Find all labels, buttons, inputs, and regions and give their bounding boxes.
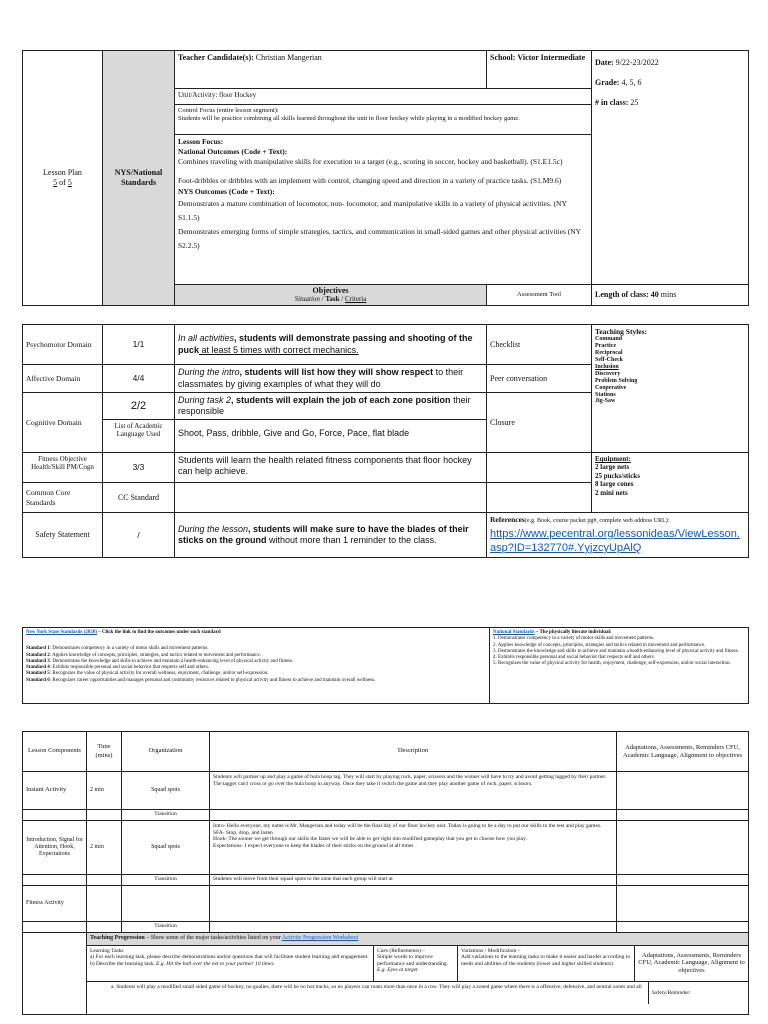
cognitive-obj-situation: During task 2 <box>178 395 232 405</box>
variations-col <box>458 946 635 981</box>
national-standard-item: 5. Recognizes the value of physical activity for health, enjoyment, challenge, self-expression, and/or social interaction. <box>493 661 731 667</box>
intro-adapt-cell <box>617 821 749 875</box>
intro-desc-intro: Intro- Hello everyone, my name is Mr. Mangerian and today will be the final day of our floor hockey unit. Today is going to be a day to put our skills to the test and play games. <box>213 823 602 829</box>
lesson-focus-label: Lesson Focus: <box>178 137 224 146</box>
safety-reminder-label: Safety/Reminder: <box>652 989 691 996</box>
equipment-item: 25 pucks/sticks <box>595 471 640 480</box>
nys-standards-header-text: – Click the link to find the outcomes under each standard <box>96 630 221 635</box>
transition-2-adapt <box>617 875 749 886</box>
nys-standard-label: Standard 4 <box>26 665 50 670</box>
learning-tasks-col <box>87 946 374 981</box>
style-item: Reciprocal <box>595 350 623 357</box>
style-item: Discovery <box>595 370 621 377</box>
affective-tool: Peer conversation <box>490 373 548 383</box>
national-standard-item: 3. Demonstrates the knowledge and skills to achieve and maintain a health-enhancing level of physical activity and fitness. <box>493 648 739 654</box>
col-org <box>122 732 210 772</box>
lesson-plan-cell <box>23 51 103 306</box>
intro-desc-cell <box>210 821 617 875</box>
transition-3-comp <box>23 922 87 933</box>
affective-obj-task: , students will list how they will show respect <box>239 367 434 378</box>
cognitive-objective <box>175 393 487 453</box>
instant-adapt-cell <box>617 772 749 810</box>
nys-standard-text: : Exhibits responsible personal and social behavior that respects self and others. <box>49 665 210 670</box>
academic-language-label: List of Academic Language Used <box>103 419 174 440</box>
equipment-list <box>595 455 745 497</box>
class-value: 25 <box>630 98 639 107</box>
instant-org: Squad spots <box>151 786 180 793</box>
progression-comp <box>23 933 87 1015</box>
safety-statement-cell <box>23 513 103 558</box>
equipment-item: 2 large nets <box>595 463 630 472</box>
control-focus-text: Students will be practice combining all skills learned throughout the unit in floor hockey while playing in a modified hockey game. <box>178 115 520 123</box>
style-item: Stations <box>595 391 616 398</box>
instant-desc: Students will partner up and play a game of hula hoop tag. They will start by playing rock, paper, scissors and the winner will have to try and avoid getting tagged by their partner. The tagger can't cross or go over the hula hoop in anyway. Once they take it switch the game and they play another game of rock, paper, scissors. <box>213 774 607 787</box>
variations-text: Add variations to the learning tasks to make it easier and harder according to needs and abilities of the students (lower and higher skilled students). <box>461 954 631 967</box>
transition-1-org <box>122 810 210 821</box>
learning-tasks-label: Learning Tasks <box>90 947 124 954</box>
school-cell <box>487 51 592 89</box>
affective-obj-criteria: to their classmates by giving examples of what they will do <box>178 367 464 389</box>
transition-3-org <box>122 922 210 933</box>
equipment-item: 8 large cones <box>595 480 634 489</box>
learning-tasks-a: a) For each learning task, please describe demonstrations and/or questions that will facilitate student learning and engagement. <box>90 954 369 961</box>
teacher-cell <box>175 51 487 89</box>
teacher-name: Christian Mangerian <box>255 53 322 62</box>
fitness-activity-cell <box>23 886 87 922</box>
fitness-tool-cell <box>487 453 592 483</box>
lesson-plan-label: Lesson Plan <box>43 168 82 178</box>
col-desc <box>210 732 617 772</box>
activity-progression-link[interactable]: Activity Progression Worksheet <box>281 935 359 941</box>
col-adapt <box>617 732 749 772</box>
psychomotor-tool: Checklist <box>490 339 521 349</box>
cognitive-domain-label: Cognitive Domain <box>26 417 82 427</box>
safety-task: , students will make sure to have the blades of their sticks on the ground <box>178 523 469 546</box>
teaching-styles-list <box>595 336 745 405</box>
date-cell <box>592 51 749 285</box>
lesson-plan-table <box>22 50 749 306</box>
transition-1-adapt <box>617 810 749 821</box>
grade-value: 4, 5, 6 <box>621 78 642 87</box>
col-components-label: Lesson Components <box>28 747 81 755</box>
teaching-progression-header <box>87 933 748 946</box>
cognitive-domain-cell <box>23 393 103 453</box>
teaching-progression-label: Teaching Progression <box>90 935 145 941</box>
nys-outcome-1: Demonstrates a mature combination of locomotor, non- locomotor, and manipulative skills in a variety of physical activities. (NY S1.1.5) <box>178 198 567 222</box>
school-label: School: <box>490 53 516 62</box>
equipment-cell <box>592 453 749 513</box>
standards-box <box>22 627 749 704</box>
control-focus-label: Control Focus (entire lesson segment): <box>178 107 279 114</box>
psychomotor-objective <box>175 325 487 365</box>
nys-standard-text: : Recognizes the value of physical activity for overall wellness, enjoyment, challenge, and/or self-expression. <box>49 671 269 677</box>
nys-standard-label: Standard 5 <box>26 671 50 677</box>
psychomotor-obj-task: , students will demonstrate passing and shooting of the puck <box>178 333 473 355</box>
common-core-value-cell <box>103 483 175 513</box>
safety-std: / <box>137 529 140 540</box>
transition-1-time <box>87 810 122 821</box>
instant-activity-cell <box>23 772 87 810</box>
nys-outcome-2: Demonstrates emerging forms of simple strategies, tactics, and communication in small-sided games and other physical activities (NY S2.2.5) <box>178 227 581 251</box>
cues-example: E.g. Eyes at target <box>377 967 418 974</box>
fitness-activity-org <box>122 886 210 922</box>
length-label: Length of class: <box>595 290 649 300</box>
cues-label: Cues (Refinements) – <box>377 947 425 954</box>
fitness-std-cell <box>103 453 175 483</box>
teaching-progression-text: – Show some of the major tasks/activities listed on your <box>144 935 282 941</box>
progression-adapt-col <box>635 946 748 981</box>
grade-label: Grade: <box>595 78 620 87</box>
intro-time-cell <box>87 821 122 875</box>
lesson-focus-cell <box>175 135 592 285</box>
instant-activity-label: Instant Activity <box>26 786 67 794</box>
control-focus-cell <box>175 105 592 135</box>
academic-language-text: Shoot, Pass, dribble, Give and Go, Force, Pace, flat blade <box>175 419 486 447</box>
affective-objective <box>175 365 487 393</box>
safety-criteria: without more than 1 reminder to the class. <box>266 535 437 546</box>
intro-label: Introduction, Signal for Attention, Hook, Expectations <box>26 837 83 857</box>
unit-cell <box>175 89 592 105</box>
national-standard-item: 2. Applies knowledge of concepts, principles, strategies and tactics related to movement and performance. <box>493 642 706 648</box>
transition-2-time <box>87 875 122 886</box>
psychomotor-domain-cell <box>23 325 103 365</box>
nys-outcomes-label: NYS Outcomes (Code + Text): <box>178 186 275 196</box>
intro-desc-hook: Hook- The sooner we get through our skills the faster we will be able to get right into modified gameplay that you get to choose how you play. <box>213 836 527 843</box>
length-unit: mins <box>660 290 677 300</box>
style-item: Self-Check <box>595 357 623 364</box>
style-item: Cooperative <box>595 384 627 391</box>
learning-tasks-b-example: E.g. Hit the ball over the net to your partner 10 times. <box>154 960 275 967</box>
instant-time-cell <box>87 772 122 810</box>
transition-3-time <box>87 922 122 933</box>
style-item: Command <box>595 336 623 343</box>
instant-desc-cell <box>210 772 617 810</box>
fitness-std: 3/3 <box>132 462 145 473</box>
nys-standard-text: : Applies knowledge of concepts, principles, strategies, and tactics related to movement and performance. <box>49 652 261 658</box>
instant-org-cell <box>122 772 210 810</box>
cognitive-std: 2/2 <box>130 400 147 412</box>
common-core-tool <box>487 483 592 513</box>
affective-std-cell <box>103 365 175 393</box>
objectives-sub-b: Task <box>325 294 340 303</box>
transition-2-text: Students will move from their squad spots to the zone that each group will start at <box>213 876 393 882</box>
references-label: References <box>490 515 525 524</box>
assessment-tool-header <box>487 285 592 306</box>
nys-standard-label: Standard 1 <box>26 646 50 652</box>
intro-org: Squad spots <box>151 843 180 850</box>
fitness-activity-label: Fitness Activity <box>26 899 64 906</box>
learning-tasks-b: b) Describe the learning task. <box>90 960 155 967</box>
objectives-header: Objectives Situation / Task / Criteria <box>175 285 487 306</box>
lesson-plan-of: of <box>59 178 66 188</box>
variations-label: Variations / Modification – <box>461 947 521 954</box>
common-core-value: CC Standard <box>117 492 160 502</box>
length-cell <box>592 285 749 306</box>
national-standard-item: 1. Demonstrates competency in a variety of motor skills and movement patterns. <box>493 636 655 642</box>
task-a-text: a. Students will play a modified small sided game of hockey, no goalies, there will be no hot tracks, so no players can roam more than once in a row. They will play a zoned game where there is a offensive, defensive, and neutral zones and all <box>87 982 649 1005</box>
nys-standard-label: Standard 3 <box>26 658 50 664</box>
national-standard-item: 4. Exhibits responsible personal and social behavior that respects self and others. <box>493 655 655 660</box>
psychomotor-std: 1/1 <box>132 339 145 350</box>
intro-org-cell <box>122 821 210 875</box>
safety-situation: During the lesson <box>178 523 249 534</box>
safety-objective <box>175 513 487 558</box>
equipment-label: Equipment: <box>595 455 631 463</box>
instant-time: 2 min <box>90 786 104 793</box>
lesson-plan-total: 5 <box>67 178 72 188</box>
intro-time: 2 min <box>90 843 104 850</box>
cognitive-tool: Closure <box>490 417 515 427</box>
safety-std-cell <box>103 513 175 558</box>
psychomotor-obj-situation: In all activities <box>178 333 235 344</box>
col-components <box>23 732 87 772</box>
cues-text: Simple words to improve performance and understanding. <box>377 954 449 967</box>
fitness-objective-text <box>175 453 487 483</box>
fitness-activity-adapt <box>617 886 749 922</box>
length-value: 40 <box>650 290 659 300</box>
fitness-text: Students will learn the health related fitness components that floor hockey can help achieve. <box>178 455 472 477</box>
cognitive-obj-criteria: their responsible <box>178 395 471 417</box>
progression-columns <box>87 946 748 981</box>
nys-standard-item <box>26 678 486 684</box>
teaching-progression-cell <box>87 933 749 1015</box>
transition-1-desc <box>210 810 617 821</box>
affective-domain-cell <box>23 365 103 393</box>
psychomotor-obj-criteria: at least 5 times with correct mechanics. <box>199 344 359 355</box>
date-label: Date: <box>595 58 614 67</box>
col-adapt-label: Adaptations, Assessments, Reminders CFU, Academic Language, Alignment to objectives <box>623 743 742 759</box>
national-standards-header-text: – The physically literate individual: <box>534 630 612 635</box>
col-desc-label: Description <box>397 747 429 755</box>
cognitive-tool-cell <box>487 393 592 453</box>
affective-obj-situation: During the intro <box>178 367 240 378</box>
common-core-label: Common Core Standards <box>26 488 71 507</box>
affective-tool-cell <box>487 365 592 393</box>
national-outcome-2: Foot-dribbles or dribbles with an implement with control, changing speed and direction in a variety of practice tasks. (S1.M9.6) <box>178 176 562 186</box>
psychomotor-std-cell <box>103 325 175 365</box>
intro-desc-expectations: Expectations- I expect everyone to keep the blades of their sticks on the ground at all times <box>213 842 414 849</box>
fitness-objective-label: Fitness Objective Health/Skill PM/Cogn <box>31 455 94 472</box>
national-standards-cell <box>490 628 749 704</box>
style-item: Jig-Saw <box>595 398 616 405</box>
national-outcome-1: Combines traveling with manipulative skills for execution to a target (e.g., scoring in soccer, hockey and basketball). (S1.E1.5c) <box>178 157 563 167</box>
cognitive-std-cell <box>103 393 175 453</box>
teaching-styles-label: Teaching Styles <box>595 327 645 336</box>
teacher-label: Teacher Candidate(s): <box>178 53 254 62</box>
references-cell <box>487 513 749 558</box>
transition-3-desc <box>210 922 617 933</box>
nys-standard-text: : Recognizes career opportunities and manages personal and community resources related to physical activity and fitness to achieve and maintain overall wellness. <box>49 677 376 683</box>
objectives-label: Objectives <box>312 286 349 295</box>
class-label: # in class: <box>595 98 629 107</box>
nys-standards-cell <box>23 628 490 704</box>
transition-1-comp <box>23 810 87 821</box>
nys-standard-label: Standard 6 <box>26 677 50 683</box>
transition-2-org <box>122 875 210 886</box>
national-outcomes-label: National Outcomes (Code + Text): <box>178 147 288 157</box>
style-item: Practice <box>595 343 616 350</box>
teaching-styles-cell: Teaching Styles: Command Practice Reciprocal Self-Check Inclusion Discovery Problem Solving Cooperative Stations Jig-Saw <box>592 325 749 453</box>
col-time-label: Time (mins) <box>95 743 113 759</box>
procedure-table <box>22 731 749 1015</box>
transition-label: Transition <box>154 876 177 882</box>
transition-label: Transition <box>154 811 177 817</box>
unit-text: Unit/Activity: floor Hockey <box>178 91 257 99</box>
fitness-activity-desc <box>210 886 617 922</box>
standards-label: NYS/National Standards <box>114 168 163 188</box>
progression-adapt-label: Adaptations, Assessments, Reminders CFU, Academic Language, Alignment to objectives <box>638 951 745 975</box>
intro-cell <box>23 821 87 875</box>
objectives-table <box>22 324 749 558</box>
nys-standards-link[interactable]: New York State Standards (2020) <box>26 630 97 635</box>
transition-2-comp <box>23 875 87 886</box>
equipment-item: 2 mini nets <box>595 488 628 497</box>
objectives-sub-c: Criteria <box>344 294 367 303</box>
standards-cell <box>103 51 175 306</box>
affective-std: 4/4 <box>132 373 145 384</box>
references-link[interactable]: https://www.pecentral.org/lessonideas/ViewLesson.asp?ID=132770#.YyjzcyUpAlQ <box>490 527 740 554</box>
fitness-objective-cell <box>23 453 103 483</box>
nys-standard-text: : Demonstrates the knowledge and skills to achieve and maintain a health-enhancing level of physical activity and fitness. <box>49 658 294 664</box>
school-name: Victor Intermediate <box>517 53 586 62</box>
lesson-plan-num: 5 <box>53 178 58 188</box>
transition-2-desc <box>210 875 617 886</box>
transition-3-adapt <box>617 922 749 933</box>
nys-standard-label: Standard 2 <box>26 652 50 658</box>
cues-col <box>374 946 458 981</box>
intro-desc-sfa: SFA- Stop, drop, and listen <box>213 829 273 836</box>
affective-domain-label: Affective Domain <box>26 373 81 383</box>
col-org-label: Organization <box>148 747 183 755</box>
style-item: Inclusion <box>595 363 619 370</box>
assessment-tool-label: Assessment Tool <box>517 291 562 299</box>
fitness-activity-time <box>87 886 122 922</box>
transition-label: Transition <box>154 923 177 929</box>
references-hint: (e.g. Book, course packet pg#, complete web address URL): <box>524 518 670 524</box>
safety-statement-label: Safety Statement <box>35 530 90 540</box>
psychomotor-tool-cell <box>487 325 592 365</box>
nys-standard-text: : Demonstrates competency in a variety of motor skills and movement patterns. <box>49 646 209 652</box>
task-row <box>87 981 748 1005</box>
style-item: Problem Solving <box>595 377 638 384</box>
national-standards-link[interactable]: National Standards <box>493 630 535 635</box>
cognitive-obj-task: , students will explain the job of each zone position <box>231 395 451 405</box>
common-core-text <box>175 483 487 513</box>
col-time <box>87 732 122 772</box>
psychomotor-domain-label: Psychomotor Domain <box>26 339 92 349</box>
common-core-cell <box>23 483 103 513</box>
date-value: 9/22-23/2022 <box>615 58 659 67</box>
objectives-sub-a: Situation <box>294 294 320 303</box>
